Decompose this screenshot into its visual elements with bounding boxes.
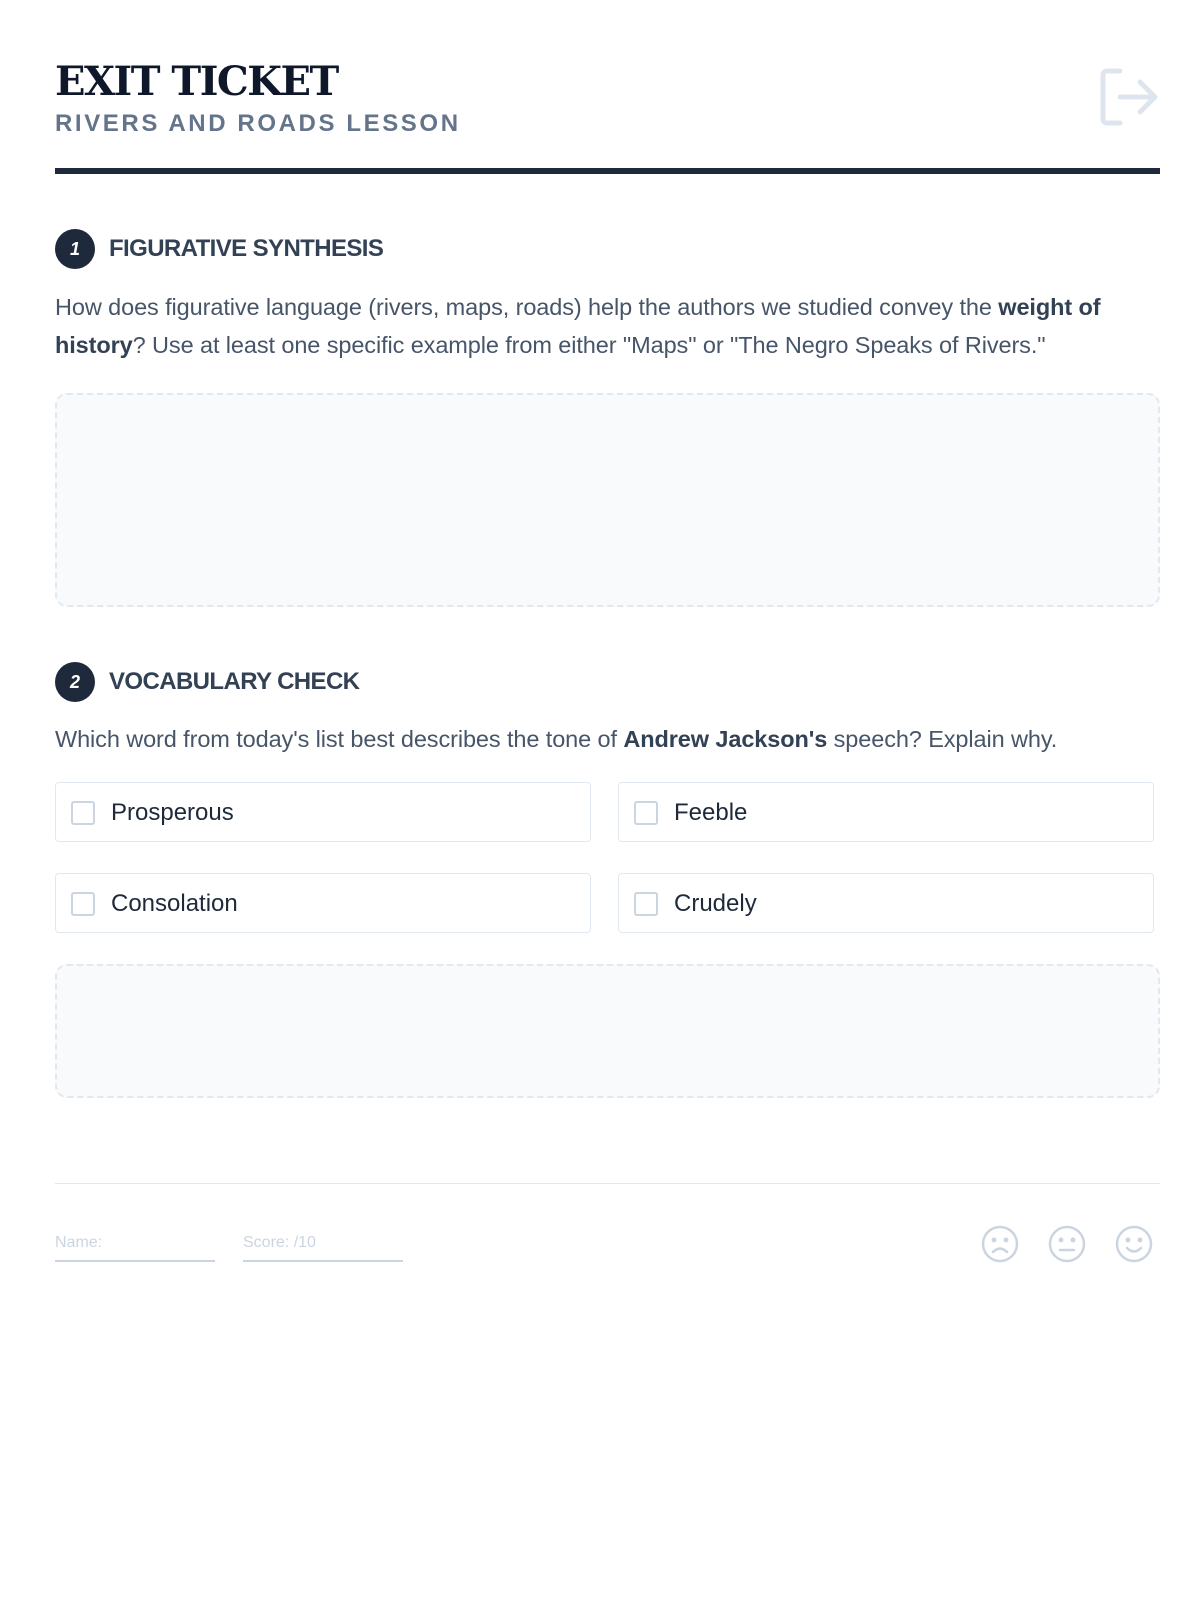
- section-2-number-badge: 2: [55, 662, 95, 702]
- option-feeble[interactable]: [618, 782, 1154, 842]
- neutral-face-icon[interactable]: [1048, 1225, 1086, 1263]
- happy-face-icon[interactable]: [1115, 1225, 1153, 1263]
- section-1-title: FIGURATIVE SYNTHESIS: [109, 235, 384, 262]
- exit-icon[interactable]: [1098, 66, 1160, 128]
- page-subtitle: RIVERS AND ROADS LESSON: [55, 110, 461, 137]
- score-field[interactable]: Score: /10: [243, 1230, 403, 1262]
- exit-ticket-page: [55, 0, 1160, 1251]
- option-label: Feeble: [674, 799, 748, 826]
- footer-divider: [55, 1183, 1160, 1184]
- name-field[interactable]: Name:: [55, 1230, 215, 1262]
- section-2-prompt-text-end: speech? Explain why.: [827, 726, 1058, 752]
- section-2-heading: [55, 662, 359, 702]
- option-label: Crudely: [674, 890, 757, 917]
- section-2-prompt: [55, 720, 1160, 758]
- checkbox[interactable]: [634, 801, 658, 825]
- checkbox[interactable]: [634, 892, 658, 916]
- sad-face-icon[interactable]: [981, 1225, 1019, 1263]
- section-1-number-badge: 1: [55, 229, 95, 269]
- section-1-prompt-text: How does figurative language (rivers, maps, roads) help the authors we studied convey the: [55, 294, 999, 320]
- option-prosperous[interactable]: [55, 782, 591, 842]
- option-consolation[interactable]: [55, 873, 591, 933]
- section-2-prompt-emphasis: Andrew Jackson's: [623, 726, 828, 752]
- page-title: EXIT TICKET: [55, 58, 338, 105]
- option-label: Prosperous: [111, 799, 234, 826]
- section-1-answer-box[interactable]: [55, 393, 1160, 607]
- section-2-title: VOCABULARY CHECK: [109, 668, 360, 695]
- option-label: Consolation: [111, 890, 238, 917]
- section-1-prompt-text-end: ? Use at least one specific example from either "Maps" or "The Negro Speaks of Rivers.": [132, 332, 1046, 358]
- section-2-prompt-text: Which word from today's list best describes the tone of: [55, 726, 624, 752]
- header-divider: [55, 168, 1160, 174]
- section-1-heading: [55, 229, 383, 269]
- checkbox[interactable]: [71, 892, 95, 916]
- section-1-prompt: [55, 288, 1160, 364]
- checkbox[interactable]: [71, 801, 95, 825]
- section-2-answer-box[interactable]: [55, 964, 1160, 1098]
- section-1-prompt-emphasis: weight of history: [55, 294, 1101, 358]
- header: [55, 0, 1160, 176]
- option-crudely[interactable]: [618, 873, 1154, 933]
